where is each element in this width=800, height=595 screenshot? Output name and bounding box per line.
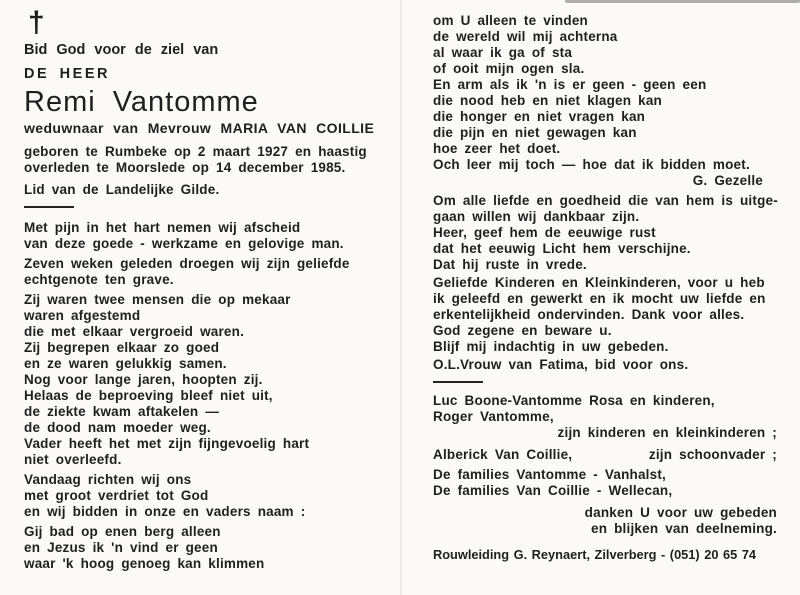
poem-continued-paragraph xyxy=(433,13,777,173)
text-line: niet overleefd. xyxy=(24,452,122,467)
text-line: van deze goede - werkzame en gelovige man. xyxy=(24,236,344,251)
couple-paragraph xyxy=(24,292,396,468)
family-line: De families Van Coillie - Wellecan, xyxy=(433,483,673,498)
undertaker-line: Rouwleiding G. Reynaert, Zilverberg - (051) 20 65 74 xyxy=(433,547,757,562)
divider-rule xyxy=(433,381,483,383)
left-page xyxy=(24,8,396,572)
family-line: danken U voor uw gebeden xyxy=(584,505,777,520)
text-line: waren afgestemd xyxy=(24,308,141,323)
text-line: Met pijn in het hart nemen wij afscheid xyxy=(24,220,301,235)
text-line: overleden te Moorslede op 14 december 1985. xyxy=(24,160,346,175)
text-line: Zij begrepen elkaar zo goed xyxy=(24,340,220,355)
family-line: zijn kinderen en kleinkinderen ; xyxy=(557,425,777,440)
deceased-name: Remi Vantomme xyxy=(24,86,259,118)
children-paragraph xyxy=(433,275,777,355)
text-line: echtgenote ten grave. xyxy=(24,272,174,287)
text-line: Dat hij ruste in vrede. xyxy=(433,257,587,272)
text-line: en ze waren gelukkig samen. xyxy=(24,356,227,371)
text-line: Heer, geef hem de eeuwige rust xyxy=(433,225,656,240)
text-line: dat het eeuwig Licht hem verschijne. xyxy=(433,241,691,256)
text-line: Geliefde Kinderen en Kleinkinderen, voor u heb xyxy=(433,275,765,290)
family-member: Alberick Van Coillie, xyxy=(433,447,573,462)
text-line: Om alle liefde en goedheid die van hem is uitge- xyxy=(433,193,778,208)
text-line: Vader heeft het met zijn fijngevoelig hart xyxy=(24,436,310,451)
text-line: de ziekte kwam aftakelen — xyxy=(24,404,220,419)
text-line: de wereld wil mij achterna xyxy=(433,29,618,44)
fold-line xyxy=(400,0,402,595)
text-line: hoe zeer het doet. xyxy=(433,141,561,156)
text-line: geboren te Rumbeke op 2 maart 1927 en haastig xyxy=(24,144,367,159)
text-line: of ooit mijn ogen sla. xyxy=(433,61,585,76)
text-line: die pijn en niet gewagen kan xyxy=(433,125,637,140)
poem-author: G. Gezelle xyxy=(692,173,763,188)
family-line xyxy=(433,447,777,463)
text-line: Och leer mij toch — hoe dat ik bidden moet. xyxy=(433,157,750,172)
intro-line: Bid God voor de ziel van xyxy=(24,42,219,58)
text-line: en wij bidden in onze en vaders naam : xyxy=(24,504,306,519)
scan-artifact-top-edge xyxy=(565,0,800,3)
family-block xyxy=(433,393,777,537)
text-line: Nog voor lange jaren, hoopten zij. xyxy=(24,372,263,387)
text-line: God zegene en beware u. xyxy=(433,323,612,338)
gratitude-paragraph xyxy=(433,193,777,273)
text-line: waar 'k hoog genoeg kan klimmen xyxy=(24,556,265,571)
text-line: Zeven weken geleden droegen wij zijn geliefde xyxy=(24,256,350,271)
membership-line: Lid van de Landelijke Gilde. xyxy=(24,182,220,197)
text-line: Blijf mij indachtig in uw gebeden. xyxy=(433,339,669,354)
honorific-line: DE HEER xyxy=(24,66,110,82)
today-paragraph xyxy=(24,472,396,520)
text-line: die met elkaar vergroeid waren. xyxy=(24,324,245,339)
text-line: gaan willen wij dankbaar zijn. xyxy=(433,209,640,224)
text-line: erkentelijkheid ondervinden. Dank voor alles. xyxy=(433,307,745,322)
family-line: Roger Vantomme, xyxy=(433,409,554,424)
right-page xyxy=(433,6,777,563)
farewell-paragraph xyxy=(24,220,396,252)
text-line: de dood nam moeder weg. xyxy=(24,420,211,435)
text-line: En arm als ik 'n is er geen - geen een xyxy=(433,77,707,92)
text-line: Zij waren twee mensen die op mekaar xyxy=(24,292,291,307)
text-line: ik geleefd en gewerkt en ik mocht uw liefde en xyxy=(433,291,766,306)
family-relation: zijn schoonvader ; xyxy=(648,447,777,462)
text-line: met groot verdriet tot God xyxy=(24,488,209,503)
family-line: De families Vantomme - Vanhalst, xyxy=(433,467,666,482)
text-line: Helaas de beproeving bleef niet uit, xyxy=(24,388,273,403)
text-line: Vandaag richten wij ons xyxy=(24,472,192,487)
text-line: Gij bad op enen berg alleen xyxy=(24,524,221,539)
text-line: en Jezus ik 'n vind er geen xyxy=(24,540,218,555)
prayer-line: O.L.Vrouw van Fatima, bid voor ons. xyxy=(433,357,689,372)
relation-line: weduwnaar van Mevrouw MARIA VAN COILLIE xyxy=(24,120,375,136)
text-line: die nood heb en niet klagen kan xyxy=(433,93,662,108)
weeks-paragraph xyxy=(24,256,396,288)
divider-rule xyxy=(24,206,74,208)
poem-start-paragraph xyxy=(24,524,396,572)
family-line: Luc Boone-Vantomme Rosa en kinderen, xyxy=(433,393,715,408)
birth-death-paragraph xyxy=(24,144,396,176)
text-line: om U alleen te vinden xyxy=(433,13,588,28)
text-line: al waar ik ga of sta xyxy=(433,45,573,60)
family-line: en blijken van deelneming. xyxy=(591,521,777,536)
text-line: die honger en niet vragen kan xyxy=(433,109,646,124)
cross-icon: † xyxy=(28,6,45,39)
